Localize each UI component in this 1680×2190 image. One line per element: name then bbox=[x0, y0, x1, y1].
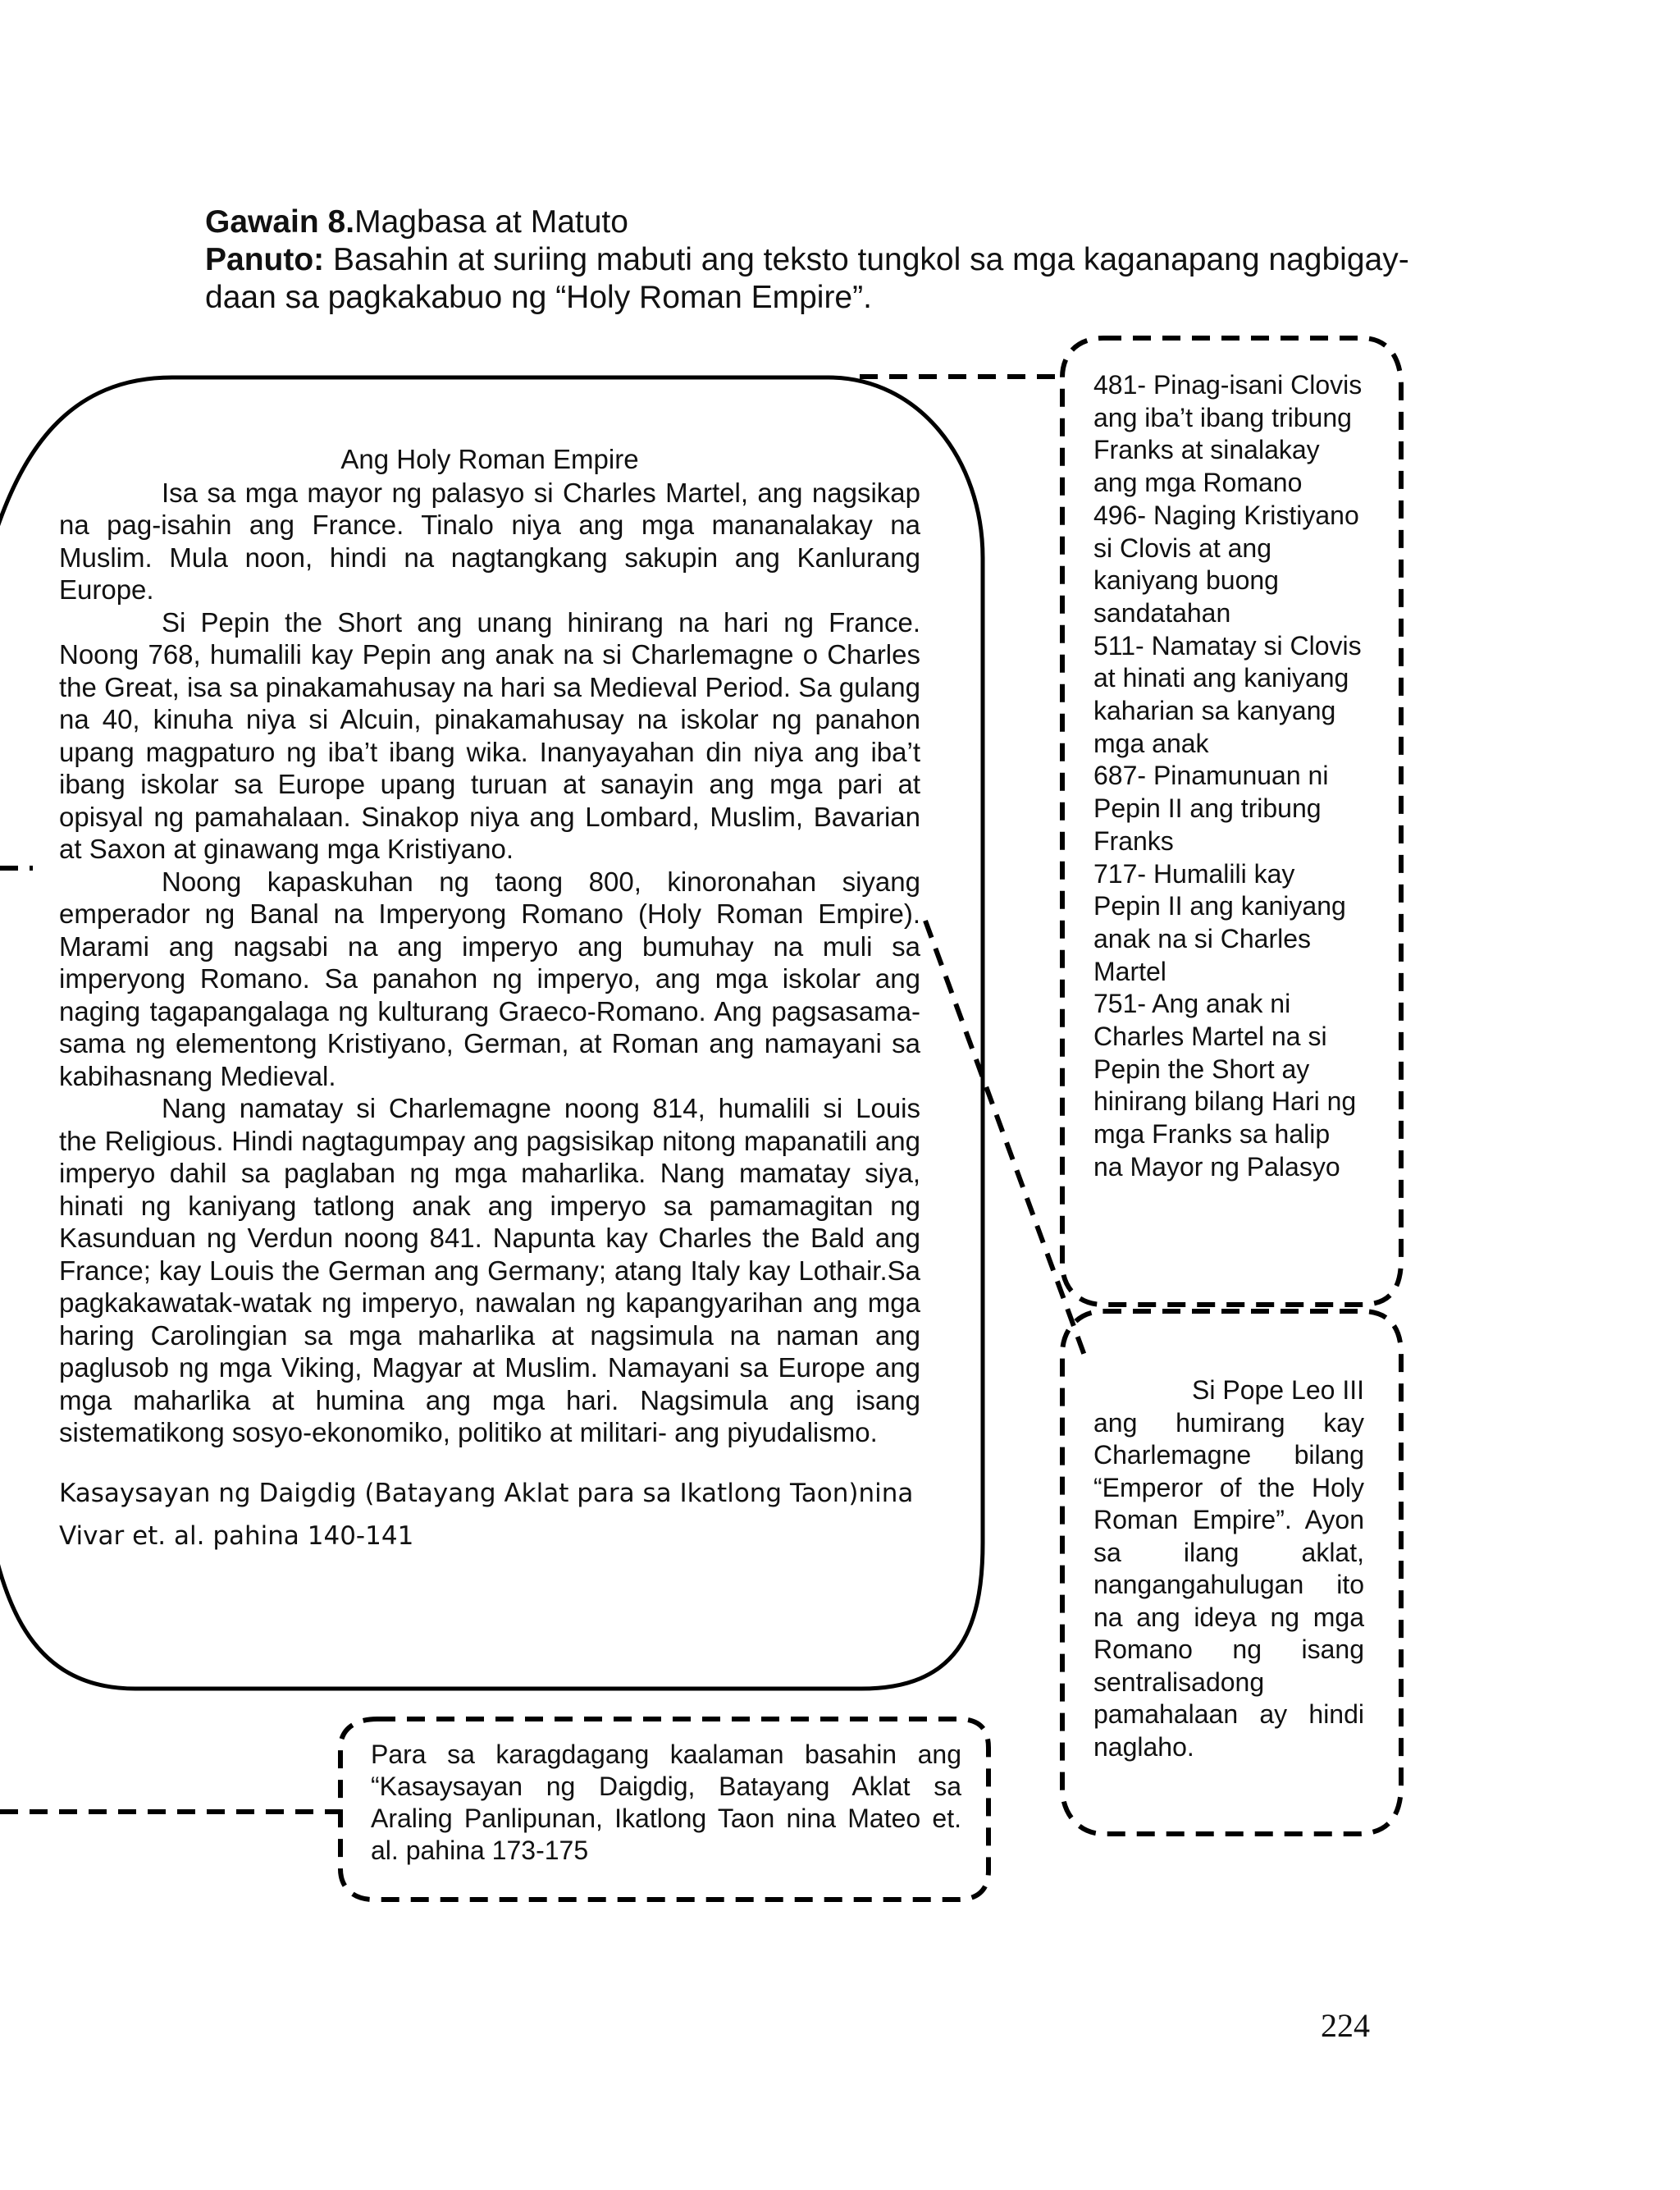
instruction-label: Panuto: bbox=[205, 242, 325, 277]
main-text-title: Ang Holy Roman Empire bbox=[340, 444, 639, 474]
timeline-entry: 717- Humalili kay Pepin II ang kaniyang anak na si Charles Martel bbox=[1093, 858, 1346, 986]
timeline-entry: 511- Namatay si Clovis at hinati ang kaniyang kaharian sa kanyang mga anak bbox=[1093, 630, 1362, 758]
timeline-entry: 687- Pinamunuan ni Pepin II ang tribung Franks bbox=[1093, 761, 1329, 856]
page-number: 224 bbox=[1321, 2007, 1370, 2044]
source-citation: Kasaysayan ng Daigdig (Batayang Aklat para sa Ikatlong Taon)nina Vivar et. al. pahina 140-141 bbox=[59, 1478, 914, 1551]
timeline-entry: 496- Naging Kristiyano si Clovis at ang kaniyang buong sandatahan bbox=[1093, 500, 1359, 628]
instruction-text: Basahin at suriing mabuti ang teksto tungkol sa mga kaganapang nagbigay- daan sa pagkakabuo ng “Holy Roman Empire”. bbox=[205, 242, 1409, 315]
timeline-list bbox=[1093, 369, 1364, 1184]
timeline-entry: 751- Ang anak ni Charles Martel na si Pepin the Short ay hinirang bilang Hari ng mga Franks sa halip na Mayor ng Palasyo bbox=[1093, 989, 1357, 1182]
further-reading-note: Para sa karagdagang kaalaman basahin ang “Kasaysayan ng Daigdig, Batayang Aklat sa Araling Panlipunan, Ikatlong Taon nina Mateo et. al. pahina 173-175 bbox=[371, 1740, 961, 1865]
activity-label: Gawain 8. bbox=[205, 204, 355, 240]
timeline-entry: 481- Pinag-isani Clovis ang iba’t ibang tribung Franks at sinalakay ang mga Romano bbox=[1093, 370, 1363, 498]
main-text-box bbox=[59, 443, 920, 1557]
main-paragraph: Nang namatay si Charlemagne noong 814, humalili si Louis the Religious. Hindi nagtagumpay ang pagsisikap nitong mapanatili ang imperyo dahil sa paglaban ng mga maharlika. Nang mamatay siya, hinati ng kaniyang tatlong anak ang imperyo sa pamamagitan ng Kasunduan ng Verdun noong 841. Napunta kay Charles the Bald ang France; kay Louis the German ang Germany; atang Italy kay Lothair.Sa pagkakawatak-watak ng imperyo, nawalan ng kapangyarihan ang mga haring Carolingian sa mga maharlika at nagsimula na naman ang paglusob ng mga Viking, Magyar at Muslim. Namayani sa Europe ang mga maharlika at humina ang mga hari. Nagsimula ang isang sistematikong sosyo-ekonomiko, politiko at militari- ang piyudalismo. bbox=[59, 1093, 920, 1447]
main-paragraph: Si Pepin the Short ang unang hinirang na hari ng France. Noong 768, humalili kay Pepin ang anak na si Charlemagne o Charles the Great, isa sa pinakamahusay na hari sa Medieval Period. Sa gulang na 40, kinuha niya si Alcuin, pinakamahusay na iskolar ng panahon upang magpaturo ng iba’t ibang wika. Inanyayahan din niya ang iba’t ibang iskolar sa Europe upang turuan at sanayin ang mga pari at opisyal ng pamahalaan. Sinakop niya ang Lombard, Muslim, Bavarian at Saxon at ginawang mga Kristiyano. bbox=[59, 606, 920, 864]
main-paragraph: Isa sa mga mayor ng palasyo si Charles Martel, ang nagsikap na pag-isahin ang France. Tinalo niya ang mga mananalakay na Muslim. Mula noon, hindi na nagtangkang sakupin ang Kanlurang Europe. bbox=[59, 477, 920, 605]
pope-leo-note: Si Pope Leo III ang humirang kay Charlemagne bilang “Emperor of the Holy Roman Empire”. Ayon sa ilang aklat, nangangahulugan ito na ang ideya ng mga Romano ng isang sentralisadong pamahalaan ay hindi naglaho. bbox=[1093, 1375, 1364, 1762]
activity-title: Magbasa at Matuto bbox=[354, 204, 628, 240]
main-paragraph: Noong kapaskuhan ng taong 800, kinoronahan siyang emperador ng Banal na Imperyong Romano (Holy Roman Empire). Marami ang nagsabi na ang imperyo ang bumuhay na muli sa imperyong Romano. Sa panahon ng imperyo, ang mga iskolar ang naging tagapangalaga ng kulturang Graeco-Romano. Ang pagsasama-sama ng elementong Kristiyano, German, at Roman ang namayani sa kabihasnang Medieval. bbox=[59, 866, 920, 1091]
